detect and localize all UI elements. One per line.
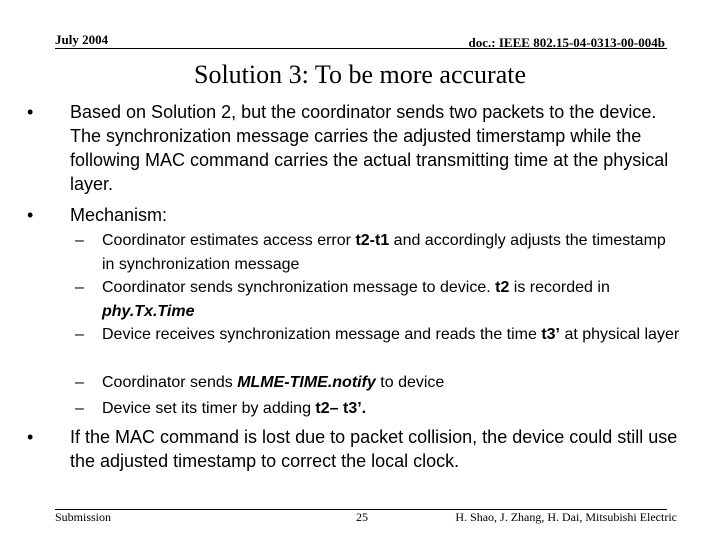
dash-mark: – — [75, 400, 84, 417]
sub-item-text: Device set its timer by adding t2– t3’. — [102, 400, 367, 417]
footer-submission: Submission — [55, 510, 112, 524]
sub-item-text: Device receives synchronization message and reads the time t3’ at physical layer — [102, 326, 680, 343]
bullet-mark: • — [27, 102, 34, 122]
emphasis: phy.Tx.Time — [102, 302, 195, 320]
emphasis: t2-t1 — [355, 232, 390, 249]
header-doc-id: doc.: IEEE 802.15-04-0313-00-004b — [468, 35, 665, 50]
bullet-text: Based on Solution 2, but the coordinator sends two packets to the device. The synchronization message carries the adjusted timerstamp while the following MAC command carries the actual transmitting time at the physical layer. — [70, 102, 669, 194]
dash-mark: – — [75, 374, 84, 391]
bullet-text: If the MAC command is lost due to packet collision, the device could still use the adjusted timestamp to correct the local clock. — [70, 427, 678, 471]
sub-item-text: Coordinator sends MLME-TIME.notify to device — [102, 374, 445, 391]
emphasis: MLME-TIME.notify — [237, 374, 376, 391]
emphasis: t3’ — [541, 326, 560, 343]
bullet-mark: • — [27, 205, 34, 225]
sub-item-text: Coordinator sends synchronization message to device. t2 is recorded in phy.Tx.Time — [102, 279, 610, 320]
emphasis: t2– t3’. — [315, 400, 367, 417]
header-date: July 2004 — [55, 32, 109, 47]
bullet-mark: • — [27, 427, 34, 447]
dash-mark: – — [75, 326, 84, 343]
dash-mark: – — [75, 279, 84, 296]
header-rule — [55, 48, 667, 49]
footer-authors: H. Shao, J. Zhang, H. Dai, Mitsubishi Electric — [455, 510, 677, 524]
bullet-text: Mechanism: — [70, 205, 168, 225]
slide-title: Solution 3: To be more accurate — [194, 60, 526, 89]
dash-mark: – — [75, 232, 84, 249]
emphasis: t2 — [495, 279, 510, 296]
footer-page-number: 25 — [356, 510, 368, 524]
sub-item-text: Coordinator estimates access error t2-t1 and accordingly adjusts the timestamp in synchronization message — [102, 232, 666, 273]
